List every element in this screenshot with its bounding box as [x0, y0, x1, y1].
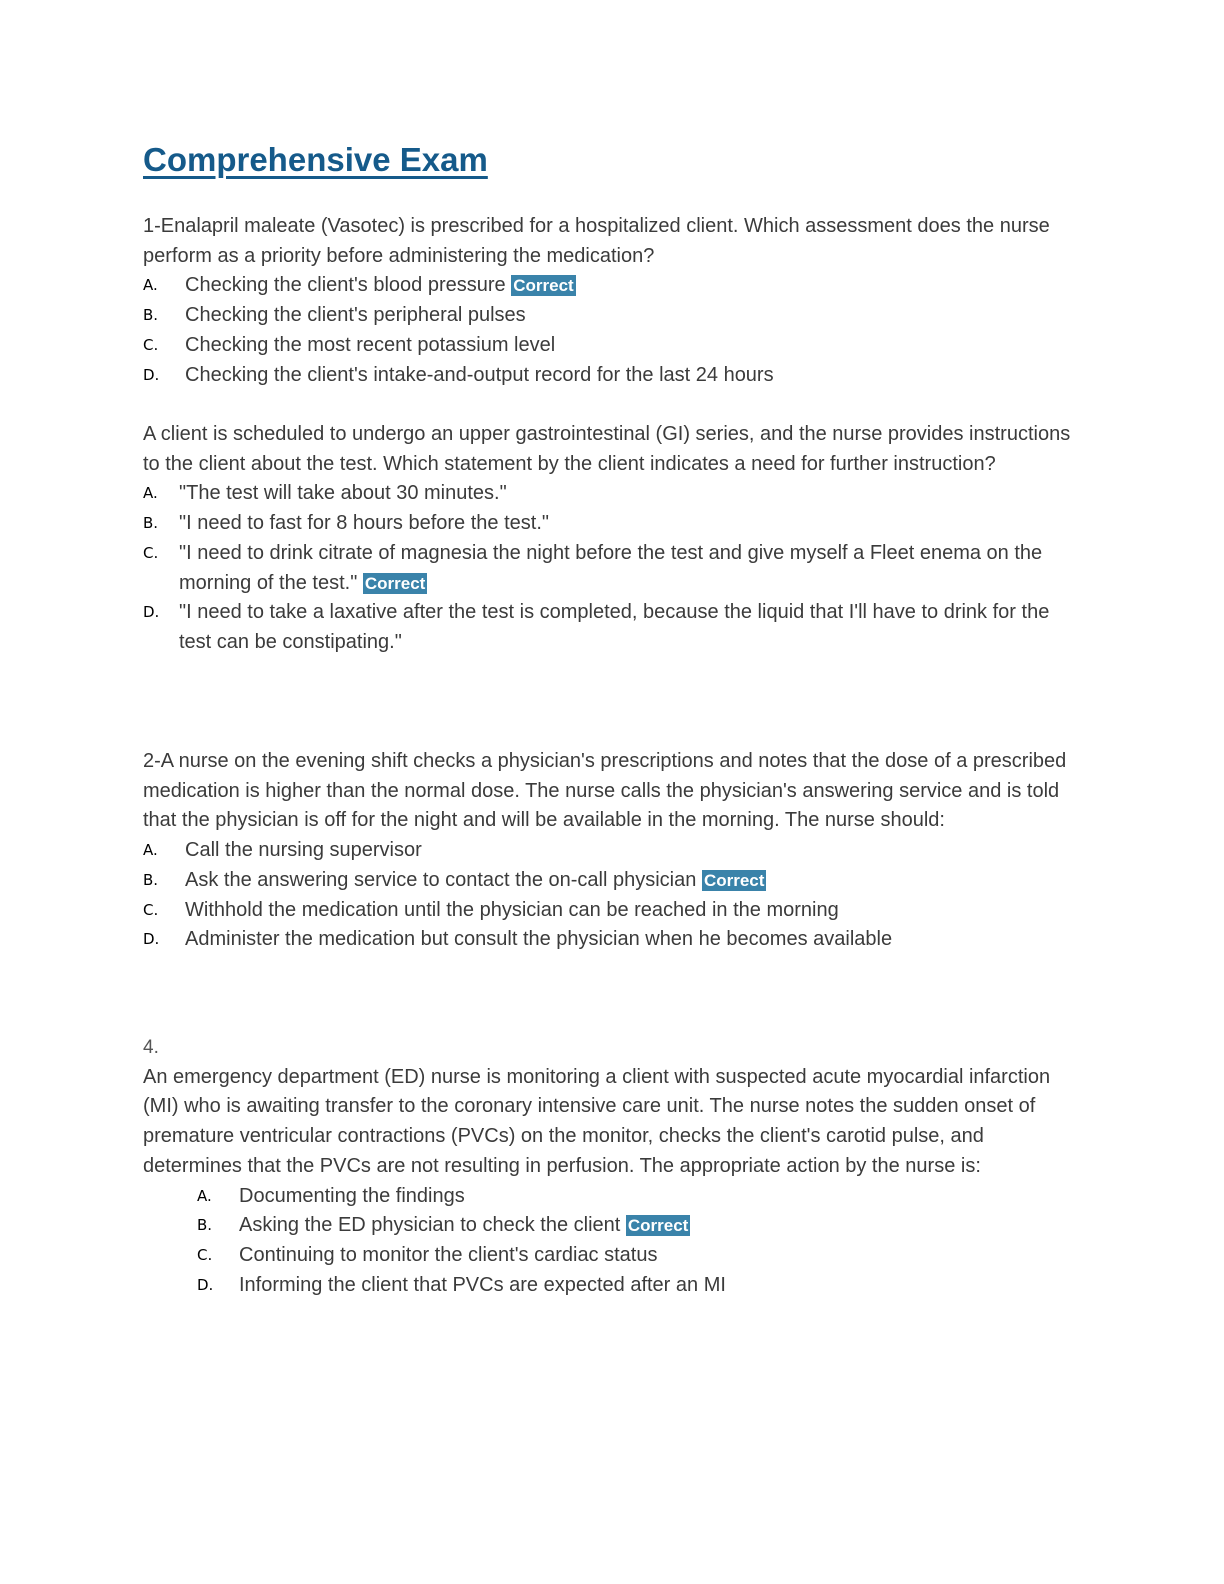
correct-badge: Correct [703, 870, 765, 890]
answer-option-d [143, 361, 1078, 391]
option-text: Call the nursing supervisor [185, 839, 422, 862]
option-letter: C. [143, 335, 159, 354]
option-text: Withhold the medication until the physician can be reached in the morning [185, 898, 839, 921]
option-text: "The test will take about 30 minutes." [179, 482, 507, 505]
option-text: Informing the client that PVCs are expected after an MI [239, 1273, 726, 1296]
option-text: "I need to fast for 8 hours before the test." [179, 512, 549, 535]
option-letter: C. [143, 543, 159, 562]
correct-badge: Correct [627, 1216, 689, 1236]
answer-option-b [143, 866, 1078, 896]
answer-option-a [143, 271, 1078, 301]
option-letter: A. [197, 1186, 212, 1205]
question-stem: 1-Enalapril maleate (Vasotec) is prescribed for a hospitalized client. Which assessment does the nurse perform as a priority before administering the medication? [143, 215, 1050, 267]
option-letter: D. [143, 365, 160, 384]
option-text: Checking the client's blood pressure [185, 274, 506, 297]
answer-options [143, 1182, 1078, 1301]
option-text: "I need to take a laxative after the test is completed, because the liquid that I'll have to drink for the test can be constipating." [179, 601, 1050, 653]
option-letter: A. [143, 484, 158, 503]
answer-options [143, 271, 1078, 390]
option-text: "I need to drink citrate of magnesia the night before the test and give myself a Fleet enema on the morning of the test." [179, 541, 1043, 594]
option-text: Ask the answering service to contact the on-call physician [185, 868, 697, 891]
answer-option-d [197, 1271, 1078, 1301]
answer-options [143, 479, 1078, 657]
answer-option-c [143, 539, 1078, 598]
correct-badge: Correct [513, 276, 574, 296]
option-text: Administer the medication but consult the physician when he becomes available [185, 928, 893, 951]
option-text: Asking the ED physician to check the client [239, 1214, 621, 1237]
question-gi-series [143, 420, 1078, 658]
correct-badge: Correct [364, 573, 426, 593]
option-text: Checking the most recent potassium level [185, 333, 556, 356]
option-letter: D. [143, 930, 160, 949]
option-text: Checking the client's peripheral pulses [185, 304, 526, 327]
question-stem: An emergency department (ED) nurse is monitoring a client with suspected acute myocardial infarction (MI) who is awaiting transfer to the coronary intensive care unit. The nurse notes the sudden onset of premature ventricular contractions (PVCs) on the monitor, checks the client's carotid pulse, and determines that the PVCs are not resulting in perfusion. The appropriate action by the nurse is: [143, 1065, 1051, 1177]
answer-option-b [143, 509, 1078, 539]
answer-option-c [143, 896, 1078, 926]
page-title: Comprehensive Exam [143, 141, 488, 178]
option-text: Documenting the findings [239, 1184, 465, 1207]
answer-option-a [143, 836, 1078, 866]
question-1 [143, 212, 1078, 390]
question-number: 4. [143, 1037, 159, 1058]
option-letter: A. [143, 841, 158, 860]
question-4 [143, 1033, 1078, 1300]
question-stem: A client is scheduled to undergo an upper gastrointestinal (GI) series, and the nurse provides instructions to the client about the test. Which statement by the client indicates a need for further instruction? [143, 423, 1071, 475]
answer-option-c [143, 331, 1078, 361]
option-letter: B. [143, 870, 159, 889]
question-2 [143, 747, 1078, 955]
answer-option-c [197, 1241, 1078, 1271]
answer-option-a [143, 479, 1078, 509]
answer-option-a [197, 1182, 1078, 1212]
option-text: Continuing to monitor the client's cardiac status [239, 1243, 658, 1266]
option-letter: D. [197, 1275, 214, 1294]
question-stem: 2-A nurse on the evening shift checks a physician's prescriptions and notes that the dose of a prescribed medication is higher than the normal dose. The nurse calls the physician's answering service and is told that the physician is off for the night and will be available in the morning. The nurse should: [143, 750, 1067, 832]
answer-option-b [143, 301, 1078, 331]
option-letter: B. [143, 514, 159, 533]
answer-option-d [143, 598, 1078, 657]
answer-options [143, 836, 1078, 955]
option-text: Checking the client's intake-and-output record for the last 24 hours [185, 363, 774, 386]
option-letter: A. [143, 276, 158, 295]
option-letter: B. [197, 1216, 213, 1235]
option-letter: B. [143, 306, 159, 325]
option-letter: C. [143, 900, 159, 919]
answer-option-d [143, 925, 1078, 955]
option-letter: C. [197, 1245, 213, 1264]
answer-option-b [197, 1211, 1078, 1241]
option-letter: D. [143, 603, 160, 622]
